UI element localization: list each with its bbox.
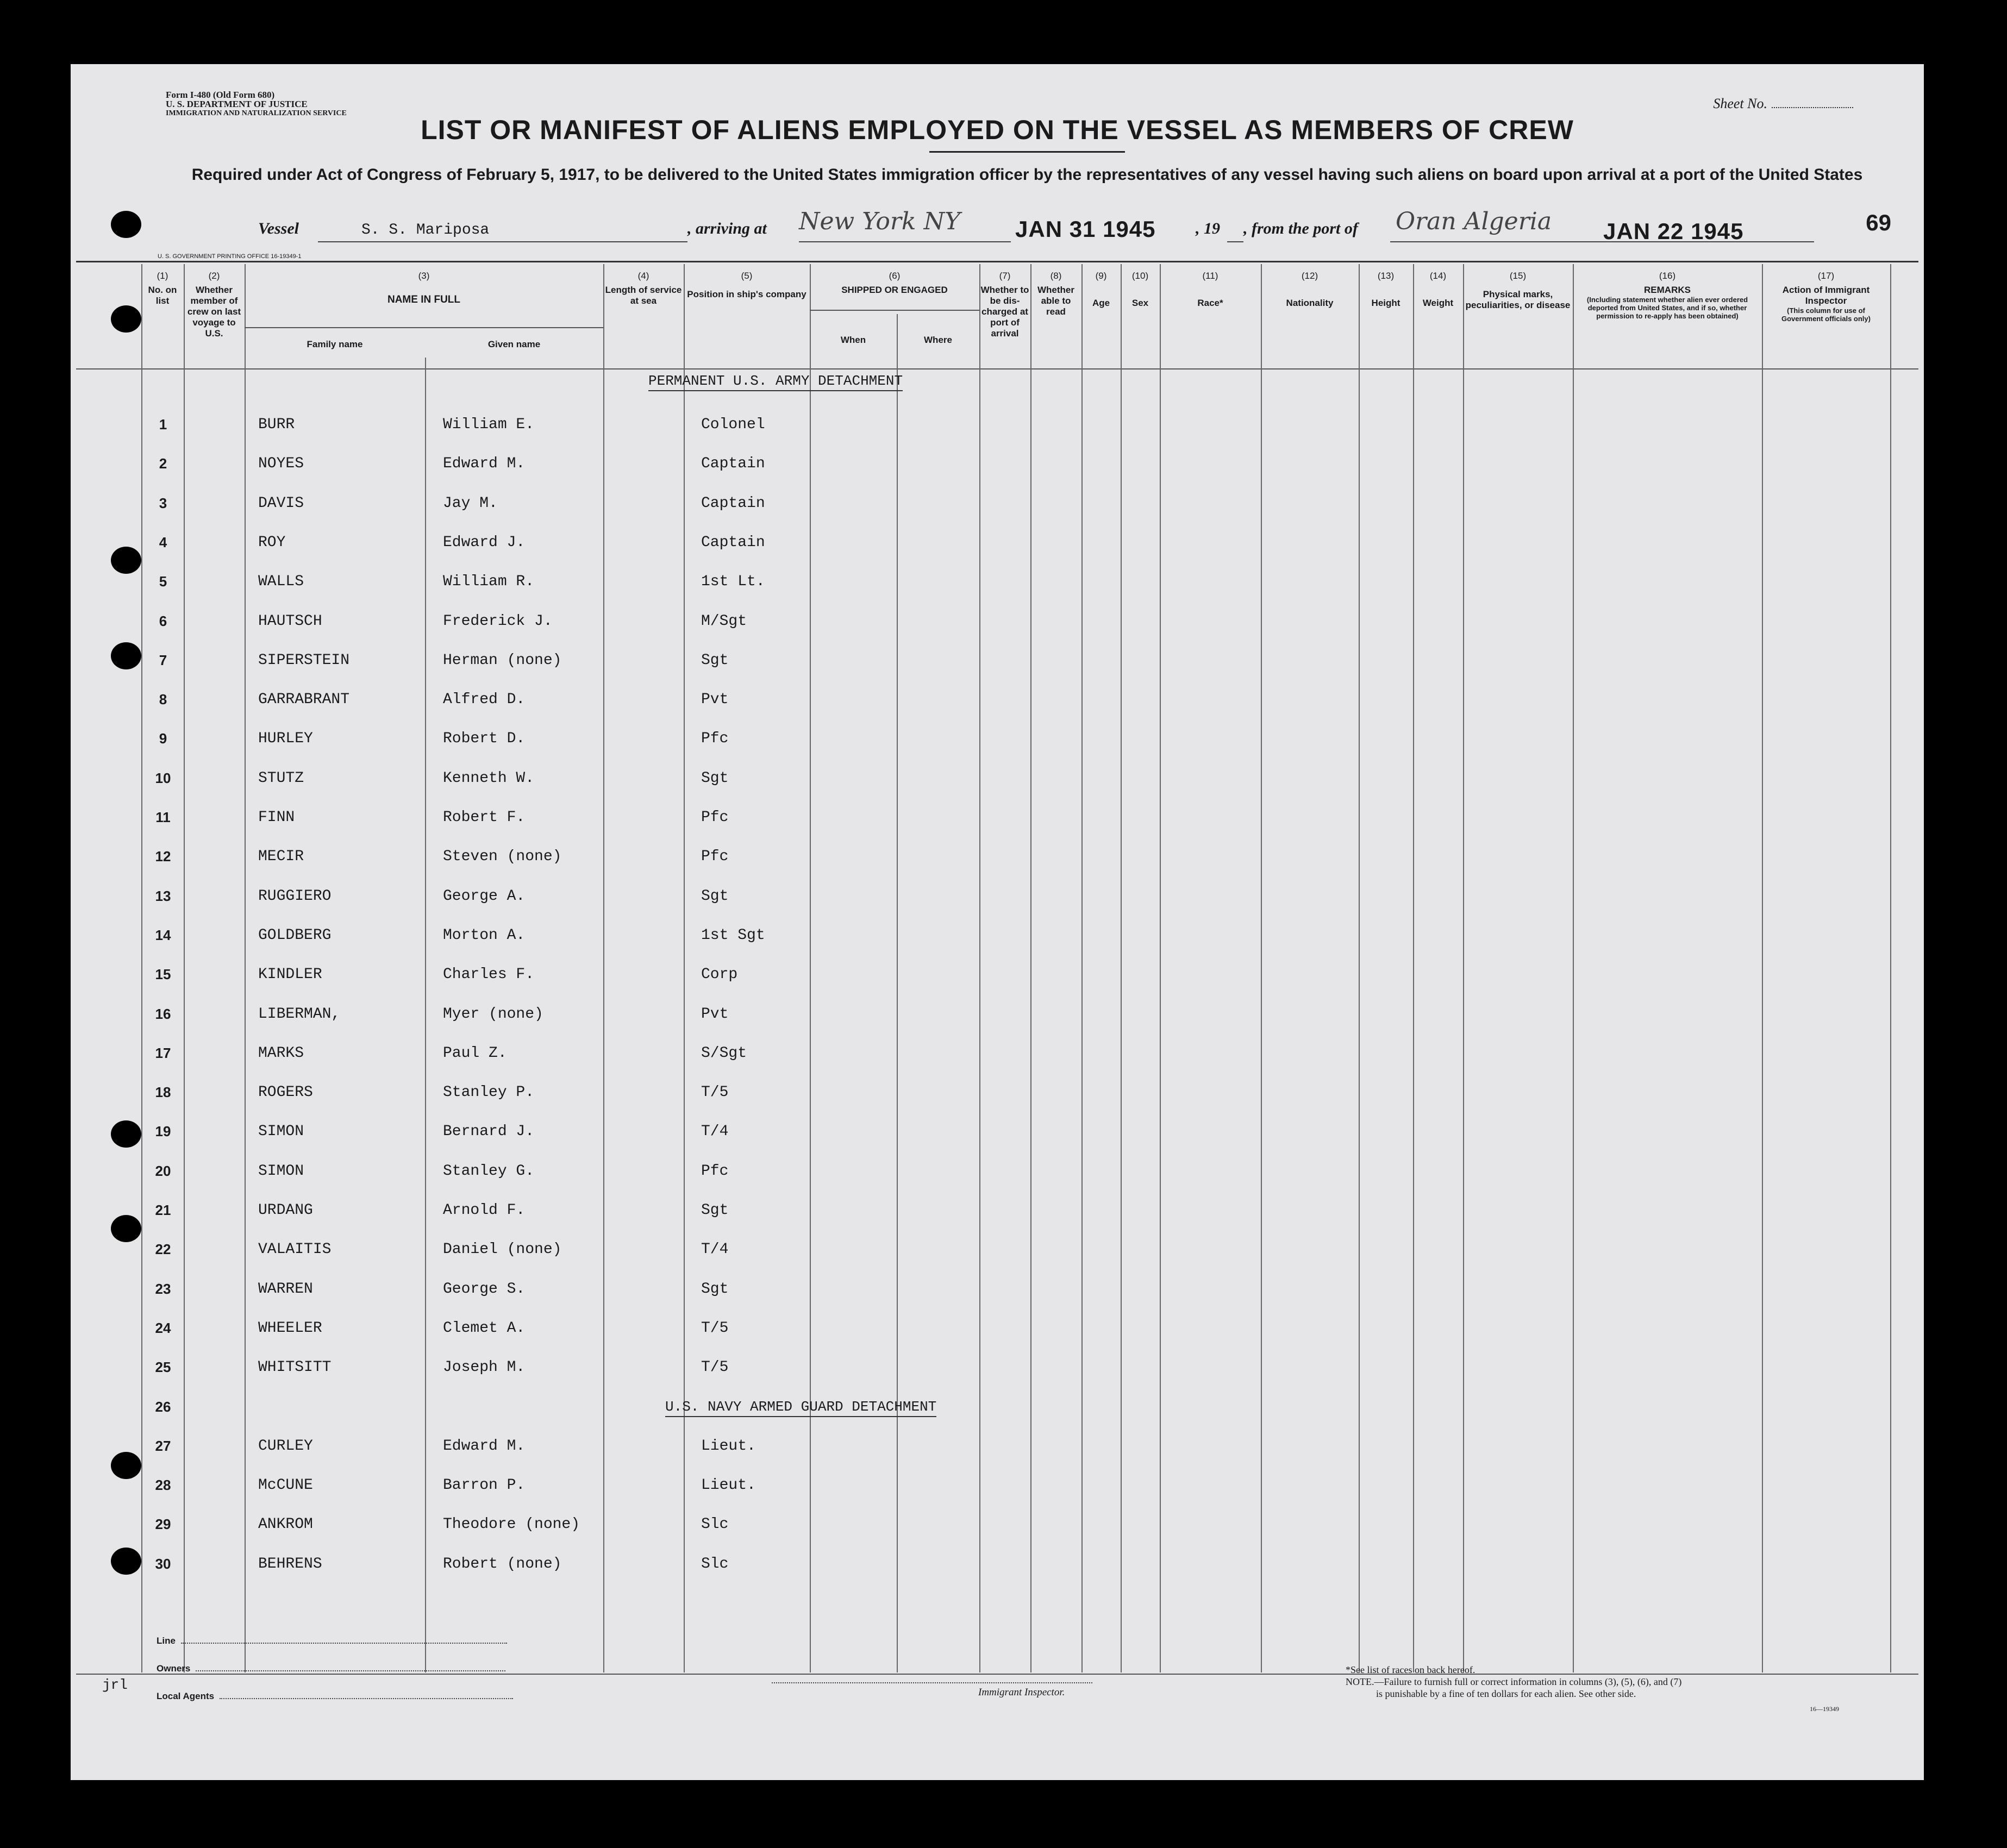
given-name-cell: Steven (none) xyxy=(443,848,562,866)
position-cell: Pfc xyxy=(701,809,729,826)
col-header-shipped-when: When xyxy=(840,335,866,345)
col-header-discharged: (7) Whether to be dis-charged at port of arrival xyxy=(980,271,1029,339)
given-name-cell: Barron P. xyxy=(443,1477,526,1494)
row-number: 8 xyxy=(159,691,167,708)
row-number: 6 xyxy=(159,612,167,629)
family-name-cell: URDANG xyxy=(258,1202,313,1219)
row-number: 9 xyxy=(159,730,167,747)
row-number: 1 xyxy=(159,416,167,433)
family-name-cell: BURR xyxy=(258,416,295,433)
footer-owners-label: Owners xyxy=(157,1663,505,1674)
year-field xyxy=(1227,220,1243,242)
col-header-shipped-where: Where xyxy=(924,335,952,345)
family-name-cell: ROGERS xyxy=(258,1084,313,1101)
col-header-previous-voyage: (2) Whether member of crew on last voyage to U.S. xyxy=(187,271,241,339)
position-cell: T/4 xyxy=(701,1123,729,1141)
row-number: 16 xyxy=(155,1005,171,1022)
vessel-name-field: S. S. Mariposa xyxy=(318,220,687,242)
table-row xyxy=(71,455,1924,494)
table-row xyxy=(71,495,1924,534)
given-name-cell: Edward M. xyxy=(443,1437,526,1455)
family-name-cell: HAUTSCH xyxy=(258,612,322,630)
penalty-note-continued: is punishable by a fine of ten dollars for each alien. See other side. xyxy=(1376,1688,1636,1699)
name-subheader-rule xyxy=(245,327,603,328)
row-number: 10 xyxy=(155,769,171,786)
table-row xyxy=(71,1399,1924,1438)
row-number: 28 xyxy=(155,1477,171,1494)
given-name-cell: Theodore (none) xyxy=(443,1516,580,1533)
table-row xyxy=(71,1202,1924,1241)
given-name-cell: Frederick J. xyxy=(443,612,553,630)
col-header-sex: (10) Sex xyxy=(1131,271,1149,308)
section-navy-detachment: U.S. NAVY ARMED GUARD DETACHMENT xyxy=(665,1399,936,1417)
manifest-sheet xyxy=(71,64,1924,1780)
family-name-cell: STUTZ xyxy=(258,769,304,787)
given-name-cell: William R. xyxy=(443,573,535,591)
col-header-position: (5) Position in ship's company xyxy=(687,271,806,299)
given-name-cell: Edward J. xyxy=(443,534,526,551)
row-number: 26 xyxy=(155,1398,171,1415)
table-row xyxy=(71,888,1924,927)
arrival-date-stamp: JAN 31 1945 xyxy=(1015,216,1156,242)
row-number: 11 xyxy=(155,809,171,825)
position-cell: T/5 xyxy=(701,1319,729,1337)
family-name-cell: FINN xyxy=(258,809,295,826)
family-name-cell: ANKROM xyxy=(258,1516,313,1533)
punch-hole xyxy=(111,211,141,238)
given-name-cell: Charles F. xyxy=(443,966,535,983)
col-header-read: (8) Whether able to read xyxy=(1037,271,1074,317)
table-row xyxy=(71,1163,1924,1202)
table-row xyxy=(71,1006,1924,1045)
table-row xyxy=(71,1477,1924,1516)
table-row xyxy=(71,1123,1924,1162)
table-row xyxy=(71,1241,1924,1280)
family-name-cell: GARRABRANT xyxy=(258,691,350,709)
table-row xyxy=(71,613,1924,652)
col-header-given-name: Given name xyxy=(487,339,541,349)
family-name-cell: HURLEY xyxy=(258,730,313,748)
col-header-height: (13) Height xyxy=(1371,271,1400,308)
row-number: 5 xyxy=(159,573,167,590)
row-number: 7 xyxy=(159,652,167,668)
row-number: 14 xyxy=(155,926,171,943)
table-row xyxy=(71,927,1924,966)
given-name-cell: Stanley P. xyxy=(443,1084,535,1101)
col-header-nationality: (12) Nationality xyxy=(1286,271,1334,308)
family-name-cell: KINDLER xyxy=(258,966,322,983)
vessel-label: Vessel xyxy=(258,220,299,237)
position-cell: T/4 xyxy=(701,1241,729,1258)
family-name-cell: GOLDBERG xyxy=(258,926,332,944)
col-header-race: (11) Race* xyxy=(1197,271,1223,308)
col-header-inspector-action: (17) Action of Immigrant Inspector (This column for use of Government officials only) xyxy=(1781,271,1871,323)
printer-line: U. S. GOVERNMENT PRINTING OFFICE 16-19349-1 xyxy=(158,253,302,260)
row-number: 29 xyxy=(155,1516,171,1533)
family-name-cell: DAVIS xyxy=(258,494,304,512)
position-cell: Captain xyxy=(701,455,765,473)
row-number: 13 xyxy=(155,887,171,904)
row-number: 3 xyxy=(159,494,167,511)
table-row xyxy=(71,1359,1924,1398)
table-row xyxy=(71,652,1924,691)
position-cell: Lieut. xyxy=(701,1477,756,1494)
position-cell: Pfc xyxy=(701,730,729,748)
family-name-cell: WHITSITT xyxy=(258,1359,332,1376)
col-header-name: (3) NAME IN FULL xyxy=(387,271,461,305)
table-row xyxy=(71,691,1924,730)
col-header-physical-marks: (15) Physical marks, peculiarities, or disease xyxy=(1465,271,1571,310)
form-code: 16—19349 xyxy=(1810,1705,1839,1713)
table-row xyxy=(71,770,1924,809)
sheet-number: Sheet No. xyxy=(1713,96,1853,112)
port-field: Oran Algeria xyxy=(1390,220,1814,242)
given-name-cell: Edward M. xyxy=(443,455,526,473)
header-top-rule xyxy=(76,261,1918,262)
position-cell: Slc xyxy=(701,1516,729,1533)
document-subtitle: Required under Act of Congress of February 5, 1917, to be delivered to the United States immigration officer by the representatives of any vessel having such aliens on board upon arrival at a port of the United States xyxy=(191,166,1863,184)
given-name-cell: Clemet A. xyxy=(443,1319,526,1337)
position-cell: Lieut. xyxy=(701,1437,756,1455)
table-row xyxy=(71,1045,1924,1084)
family-name-cell: MECIR xyxy=(258,848,304,866)
position-cell: S/Sgt xyxy=(701,1044,747,1062)
races-note: *See list of races on back hereof. xyxy=(1346,1664,1475,1675)
given-name-cell: George S. xyxy=(443,1280,526,1298)
family-name-cell: MARKS xyxy=(258,1044,304,1062)
col-header-weight: (14) Weight xyxy=(1422,271,1454,308)
family-name-cell: SIMON xyxy=(258,1162,304,1180)
col-header-number: (1) No. on list xyxy=(148,271,177,306)
col-header-remarks: (16) REMARKS (Including statement whether alien ever ordered deported from United States, and if so, whether permission to re-apply has been obtained) xyxy=(1586,271,1748,320)
position-cell: Sgt xyxy=(701,769,729,787)
given-name-cell: Daniel (none) xyxy=(443,1241,562,1258)
row-number: 4 xyxy=(159,534,167,550)
row-number: 30 xyxy=(155,1555,171,1572)
inspector-label: Immigrant Inspector. xyxy=(978,1687,1065,1698)
family-name-cell: BEHRENS xyxy=(258,1555,322,1573)
table-row xyxy=(71,416,1924,455)
position-cell: Pfc xyxy=(701,848,729,866)
sheet-page-number: 69 xyxy=(1866,210,1891,235)
inspector-signature-line xyxy=(772,1682,1092,1683)
row-number: 15 xyxy=(155,966,171,983)
footer-line-label: Line xyxy=(157,1636,507,1646)
row-number: 12 xyxy=(155,848,171,865)
table-row xyxy=(71,1281,1924,1320)
position-cell: T/5 xyxy=(701,1084,729,1101)
table-row xyxy=(71,1556,1924,1595)
family-name-cell: WALLS xyxy=(258,573,304,591)
table-row xyxy=(71,1320,1924,1359)
given-name-cell: Paul Z. xyxy=(443,1044,507,1062)
given-name-cell: William E. xyxy=(443,416,535,433)
col-header-shipped: (6) SHIPPED OR ENGAGED xyxy=(841,271,948,295)
row-number: 22 xyxy=(155,1241,171,1258)
position-cell: 1st Sgt xyxy=(701,926,765,944)
position-cell: Sgt xyxy=(701,652,729,669)
family-name-cell: SIPERSTEIN xyxy=(258,652,350,669)
header-bottom-rule xyxy=(76,368,1918,369)
penalty-note: NOTE.—Failure to furnish full or correct information in columns (3), (5), (6), and (7) xyxy=(1346,1676,1682,1687)
from-port-label: , from the port of xyxy=(1243,220,1358,237)
position-cell: Pvt xyxy=(701,691,729,709)
row-number: 19 xyxy=(155,1123,171,1140)
table-row xyxy=(71,809,1924,848)
table-row xyxy=(71,534,1924,573)
row-number: 18 xyxy=(155,1084,171,1101)
given-name-cell: Robert D. xyxy=(443,730,526,748)
position-cell: Colonel xyxy=(701,416,765,433)
footer-agents-label: Local Agents xyxy=(157,1691,513,1702)
punch-hole xyxy=(111,305,141,333)
position-cell: M/Sgt xyxy=(701,612,747,630)
position-cell: Sgt xyxy=(701,1202,729,1219)
position-cell: Sgt xyxy=(701,887,729,905)
row-number: 20 xyxy=(155,1162,171,1179)
given-name-cell: George A. xyxy=(443,887,526,905)
arriving-label: , arriving at xyxy=(687,220,767,237)
given-name-cell: Robert F. xyxy=(443,809,526,826)
given-name-cell: Arnold F. xyxy=(443,1202,526,1219)
title-rule xyxy=(929,151,1125,153)
position-cell: Captain xyxy=(701,534,765,551)
family-name-cell: VALAITIS xyxy=(258,1241,332,1258)
row-number: 21 xyxy=(155,1202,171,1218)
arriving-place-field: New York NY xyxy=(799,220,1011,242)
given-name-cell: Myer (none) xyxy=(443,1005,543,1023)
family-name-cell: McCUNE xyxy=(258,1477,313,1494)
given-name-cell: Bernard J. xyxy=(443,1123,535,1141)
table-row xyxy=(71,573,1924,612)
position-cell: 1st Lt. xyxy=(701,573,765,591)
row-number: 25 xyxy=(155,1359,171,1376)
given-name-cell: Stanley G. xyxy=(443,1162,535,1180)
position-cell: Slc xyxy=(701,1555,729,1573)
position-cell: Pfc xyxy=(701,1162,729,1180)
row-number: 17 xyxy=(155,1044,171,1061)
col-header-family-name: Family name xyxy=(307,339,363,349)
family-name-cell: LIBERMAN, xyxy=(258,1005,341,1023)
position-cell: Sgt xyxy=(701,1280,729,1298)
position-cell: Captain xyxy=(701,494,765,512)
family-name-cell: ROY xyxy=(258,534,286,551)
year-label: , 19 xyxy=(1196,220,1220,237)
form-identifier: Form I-480 (Old Form 680) U. S. DEPARTMENT OF JUSTICE IMMIGRATION AND NATURALIZATION SERVICE xyxy=(166,90,347,117)
table-row xyxy=(71,730,1924,769)
position-cell: T/5 xyxy=(701,1359,729,1376)
departure-date-stamp: JAN 22 1945 xyxy=(1603,218,1744,244)
given-name-cell: Alfred D. xyxy=(443,691,526,709)
table-row xyxy=(71,966,1924,1005)
given-name-cell: Morton A. xyxy=(443,926,526,944)
clerk-initials: jrl xyxy=(102,1677,128,1693)
document-title: LIST OR MANIFEST OF ALIENS EMPLOYED ON THE VESSEL AS MEMBERS OF CREW xyxy=(421,115,1574,145)
row-number: 23 xyxy=(155,1280,171,1297)
table-row xyxy=(71,1516,1924,1555)
row-number: 2 xyxy=(159,455,167,472)
family-name-cell: NOYES xyxy=(258,455,304,473)
shipped-subheader-rule xyxy=(810,310,979,311)
section-army-detachment: PERMANENT U.S. ARMY DETACHMENT xyxy=(648,373,903,391)
table-row xyxy=(71,1084,1924,1123)
table-row xyxy=(71,1438,1924,1477)
position-cell: Corp xyxy=(701,966,738,983)
given-name-cell: Kenneth W. xyxy=(443,769,535,787)
given-name-cell: Robert (none) xyxy=(443,1555,562,1573)
given-name-cell: Joseph M. xyxy=(443,1359,526,1376)
row-number: 27 xyxy=(155,1437,171,1454)
col-header-age: (9) Age xyxy=(1092,271,1110,308)
position-cell: Pvt xyxy=(701,1005,729,1023)
family-name-cell: CURLEY xyxy=(258,1437,313,1455)
row-number: 24 xyxy=(155,1319,171,1336)
family-name-cell: WARREN xyxy=(258,1280,313,1298)
family-name-cell: WHEELER xyxy=(258,1319,322,1337)
table-row xyxy=(71,848,1924,887)
given-name-cell: Herman (none) xyxy=(443,652,562,669)
family-name-cell: SIMON xyxy=(258,1123,304,1141)
given-name-cell: Jay M. xyxy=(443,494,498,512)
family-name-cell: RUGGIERO xyxy=(258,887,332,905)
col-header-service-length: (4) Length of service at sea xyxy=(605,271,682,306)
